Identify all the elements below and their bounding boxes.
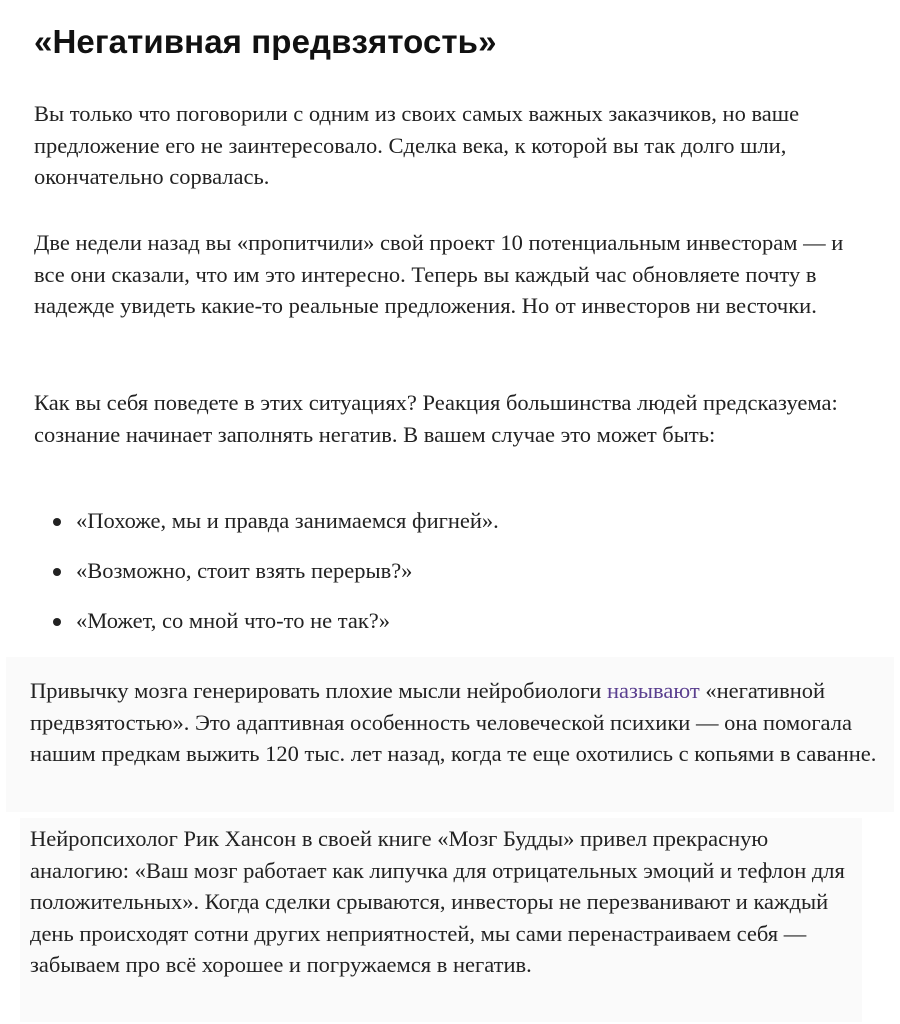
paragraph-text: «негативной предвзятостью». Это адаптивная особенность человеческой психики — она помогала нашим предкам выжить 120 тыс. лет назад, когда те еще охотились с копьями в саванне. [30, 678, 877, 766]
bullet-icon [53, 518, 61, 526]
list-item [34, 505, 864, 555]
paragraph-negativity-bias [30, 675, 880, 770]
bullet-icon [53, 568, 61, 576]
paragraph-text: Привычку мозга генерировать плохие мысли нейробиологи [30, 678, 607, 703]
list-item-text: «Может, со мной что-то не так?» [76, 608, 390, 633]
list-item-text: «Похоже, мы и правда занимаемся фигней». [76, 508, 499, 533]
paragraph-hanson-quote: Нейропсихолог Рик Хансон в своей книге «Мозг Будды» привел прекрасную аналогию: «Ваш мозг работает как липучка для отрицательных эмоций и тефлон для положительных». Когда сделки срываются, инвесторы не перезванивают и каждый день происходят сотни других неприятностей, мы сами перенастраиваем себя — забываем про всё хорошее и погружаемся в негатив. [30, 826, 845, 977]
bullet-icon [53, 618, 61, 626]
paragraph-reaction: Как вы себя поведете в этих ситуациях? Реакция большинства людей предсказуема: сознание начинает заполнять негатив. В вашем случае это может быть: [34, 390, 838, 447]
paragraph-investors: Две недели назад вы «пропитчили» свой проект 10 потенциальным инвесторам — и все они сказали, что им это интересно. Теперь вы каждый час обновляете почту в надежде увидеть какие-то реальные предложения. Но от инвесторов ни весточки. [34, 230, 844, 318]
negative-thoughts-list [34, 505, 864, 655]
called-link[interactable]: называют [606, 678, 700, 703]
list-item [34, 555, 864, 605]
list-item-text: «Возможно, стоит взять перерыв?» [76, 558, 413, 583]
paragraph-lost-deal: Вы только что поговорили с одним из своих самых важных заказчиков, но ваше предложение его не заинтересовало. Сделка века, к которой вы так долго шли, окончательно сорвалась. [34, 101, 800, 189]
list-item [34, 605, 864, 655]
article-title: «Негативная предвзятость» [34, 23, 497, 60]
